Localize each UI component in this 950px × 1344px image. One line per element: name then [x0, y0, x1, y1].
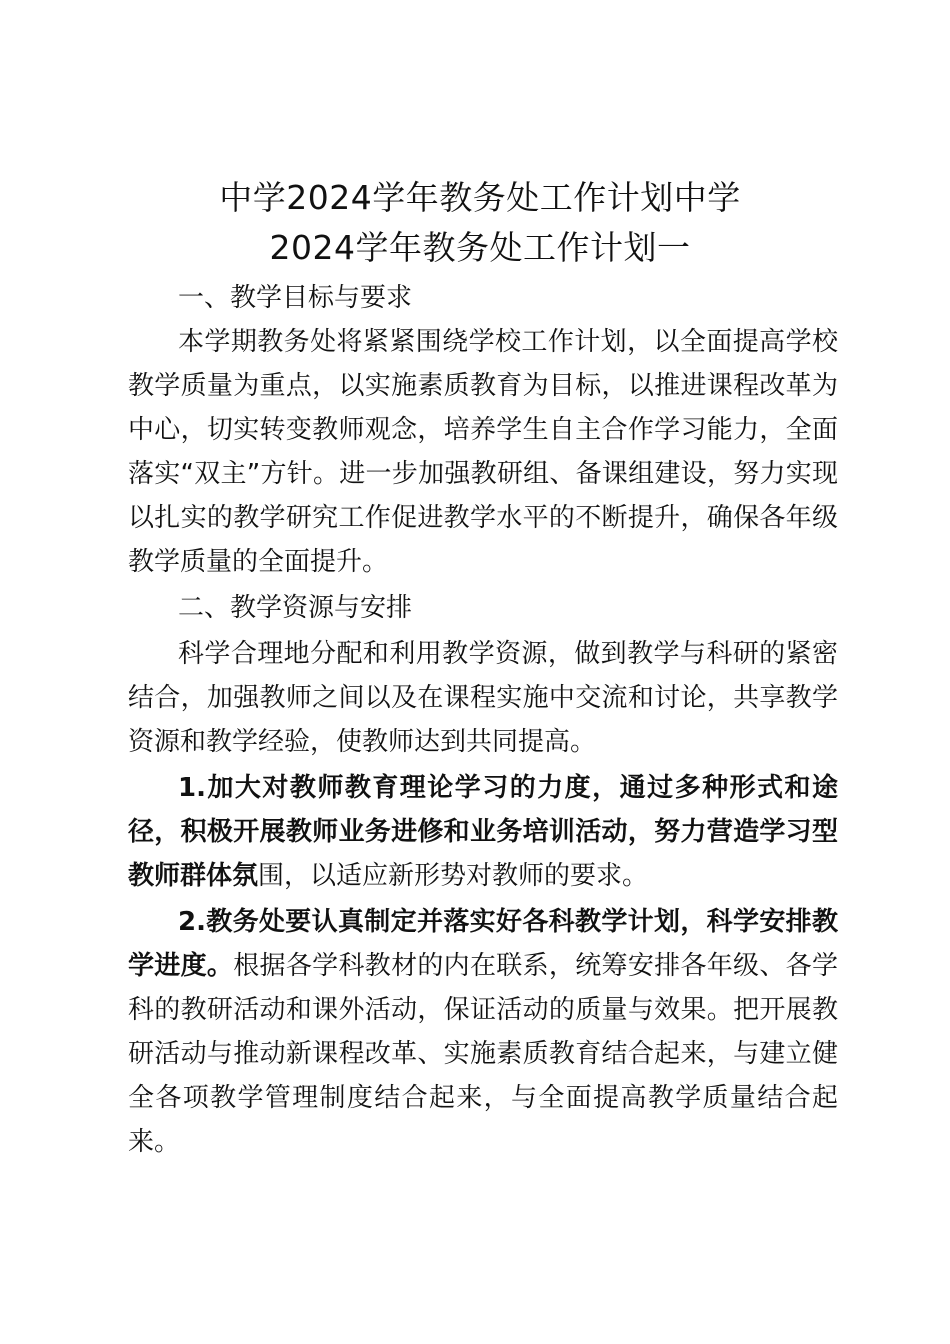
item-1-normal-fragment: 围，以适应新形势对教师的要求。 — [258, 861, 649, 891]
document-title-line-2: 2024学年教务处工作计划一 — [269, 228, 691, 267]
section-1-heading: 一、教学目标与要求 — [178, 283, 413, 313]
item-2-line-2 — [128, 950, 838, 982]
item-2-bold-fragment: 学进度。 — [128, 951, 234, 981]
section-1-line-3: 中心，切实转变教师观念，培养学生自主合作学习能力，全面 — [128, 415, 838, 445]
section-1-line-4: 落实“双主”方针。进一步加强教研组、备课组建设，努力实现 — [128, 459, 838, 489]
item-1-line-3 — [128, 860, 838, 892]
item-2-line-3: 科的教研活动和课外活动，保证活动的质量与效果。把开展教 — [128, 995, 838, 1025]
document-title-line-1: 中学2024学年教务处工作计划中学 — [219, 178, 741, 217]
section-2-line-1: 科学合理地分配和利用教学资源，做到教学与科研的紧密 — [178, 639, 838, 669]
item-1-bold-fragment: 教师群体氛 — [128, 861, 259, 891]
item-2-line-6: 来。 — [128, 1127, 181, 1157]
section-1-line-6: 教学质量的全面提升。 — [128, 547, 389, 577]
section-2-line-3: 资源和教学经验，使教师达到共同提高。 — [128, 727, 597, 757]
item-2-normal-fragment: 根据各学科教材的内在联系，统筹安排各年级、各学 — [233, 951, 838, 981]
item-1-line-2: 径，积极开展教师业务进修和业务培训活动，努力营造学习型 — [128, 817, 838, 847]
section-1-line-2: 教学质量为重点，以实施素质教育为目标，以推进课程改革为 — [128, 371, 838, 401]
item-2-line-5: 全各项教学管理制度结合起来，与全面提高教学质量结合起 — [128, 1083, 838, 1113]
item-1-line-1: 1.加大对教师教育理论学习的力度，通过多种形式和途 — [178, 773, 838, 803]
item-2-line-4: 研活动与推动新课程改革、实施素质教育结合起来，与建立健 — [128, 1039, 838, 1069]
section-2-heading: 二、教学资源与安排 — [178, 593, 413, 623]
section-1-line-5: 以扎实的教学研究工作促进教学水平的不断提升，确保各年级 — [128, 503, 838, 533]
section-2-line-2: 结合，加强教师之间以及在课程实施中交流和讨论，共享教学 — [128, 683, 838, 713]
section-1-line-1: 本学期教务处将紧紧围绕学校工作计划，以全面提高学校 — [178, 327, 838, 357]
item-2-line-1: 2.教务处要认真制定并落实好各科教学计划，科学安排教 — [178, 907, 838, 937]
